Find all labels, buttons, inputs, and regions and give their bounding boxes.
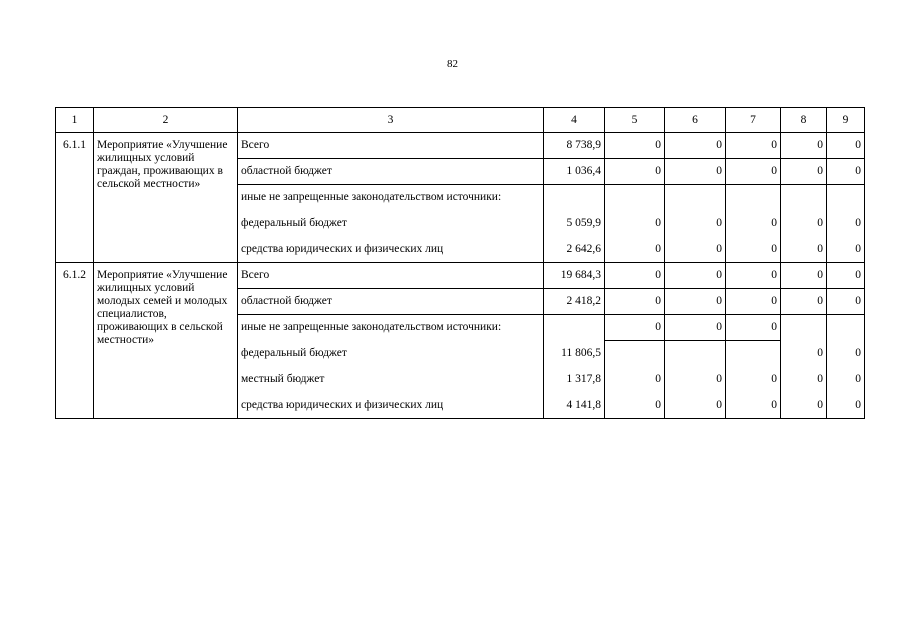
item-code: 6.1.1: [56, 133, 94, 263]
value-cell: 0: [605, 367, 665, 393]
source-cell: средства юридических и физических лиц: [238, 237, 544, 263]
value-cell: 0: [665, 211, 726, 237]
budget-table: [55, 107, 865, 419]
table-row: [56, 133, 865, 159]
value-cell: 0: [605, 263, 665, 289]
value-cell: [781, 315, 827, 341]
value-cell: 5 059,9: [544, 211, 605, 237]
value-cell: [544, 315, 605, 341]
value-cell: [726, 185, 781, 211]
value-cell: 0: [605, 289, 665, 315]
value-cell: 11 806,5: [544, 341, 605, 367]
value-cell: 0: [665, 237, 726, 263]
value-cell: 0: [827, 133, 865, 159]
header-cell: 1: [56, 108, 94, 133]
value-cell: [827, 315, 865, 341]
value-cell: 0: [827, 367, 865, 393]
table-header-row: [56, 108, 865, 133]
header-cell: 2: [94, 108, 238, 133]
value-cell: 0: [665, 315, 726, 341]
value-cell: 0: [726, 315, 781, 341]
value-cell: 0: [726, 133, 781, 159]
page-number: 82: [447, 58, 458, 70]
value-cell: [605, 185, 665, 211]
value-cell: 0: [665, 289, 726, 315]
value-cell: 0: [781, 211, 827, 237]
value-cell: 0: [726, 237, 781, 263]
value-cell: 4 141,8: [544, 393, 605, 419]
source-cell: областной бюджет: [238, 159, 544, 185]
source-cell: средства юридических и физических лиц: [238, 393, 544, 419]
header-cell: 6: [665, 108, 726, 133]
value-cell: 0: [827, 341, 865, 367]
source-cell: федеральный бюджет: [238, 211, 544, 237]
value-cell: [544, 185, 605, 211]
source-cell: иные не запрещенные законодательством источники:: [238, 185, 544, 211]
value-cell: [665, 341, 726, 367]
value-cell: 0: [781, 367, 827, 393]
source-cell: Всего: [238, 133, 544, 159]
value-cell: 0: [605, 315, 665, 341]
value-cell: 0: [726, 289, 781, 315]
header-cell: 3: [238, 108, 544, 133]
value-cell: 0: [665, 133, 726, 159]
header-cell: 7: [726, 108, 781, 133]
source-cell: областной бюджет: [238, 289, 544, 315]
value-cell: 2 642,6: [544, 237, 605, 263]
value-cell: 0: [781, 393, 827, 419]
source-cell: местный бюджет: [238, 367, 544, 393]
source-cell: Всего: [238, 263, 544, 289]
value-cell: 0: [726, 393, 781, 419]
value-cell: 0: [665, 159, 726, 185]
value-cell: 1 317,8: [544, 367, 605, 393]
value-cell: 0: [827, 393, 865, 419]
value-cell: 0: [726, 367, 781, 393]
value-cell: [665, 185, 726, 211]
value-cell: 8 738,9: [544, 133, 605, 159]
value-cell: [605, 341, 665, 367]
value-cell: 0: [605, 133, 665, 159]
value-cell: 0: [665, 367, 726, 393]
value-cell: 0: [827, 263, 865, 289]
value-cell: 0: [726, 159, 781, 185]
value-cell: 0: [781, 133, 827, 159]
value-cell: 0: [781, 341, 827, 367]
value-cell: 0: [827, 159, 865, 185]
value-cell: 2 418,2: [544, 289, 605, 315]
header-cell: 5: [605, 108, 665, 133]
value-cell: 0: [726, 211, 781, 237]
value-cell: [827, 185, 865, 211]
value-cell: 0: [781, 289, 827, 315]
value-cell: 0: [605, 211, 665, 237]
value-cell: 1 036,4: [544, 159, 605, 185]
header-cell: 8: [781, 108, 827, 133]
header-cell: 9: [827, 108, 865, 133]
value-cell: 0: [827, 211, 865, 237]
source-cell: федеральный бюджет: [238, 341, 544, 367]
item-code: 6.1.2: [56, 263, 94, 419]
value-cell: 0: [726, 263, 781, 289]
value-cell: 0: [665, 263, 726, 289]
item-name: Мероприятие «Улучшение жилищных условий граждан, проживающих в сельской местности»: [94, 133, 238, 263]
value-cell: 19 684,3: [544, 263, 605, 289]
value-cell: 0: [605, 393, 665, 419]
value-cell: 0: [781, 237, 827, 263]
value-cell: 0: [605, 159, 665, 185]
value-cell: 0: [605, 237, 665, 263]
value-cell: [781, 185, 827, 211]
value-cell: 0: [781, 159, 827, 185]
value-cell: 0: [781, 263, 827, 289]
value-cell: [726, 341, 781, 367]
value-cell: 0: [665, 393, 726, 419]
item-name: Мероприятие «Улучшение жилищных условий молодых семей и молодых специалистов, проживающих в сельской местности»: [94, 263, 238, 419]
source-cell: иные не запрещенные законодательством источники:: [238, 315, 544, 341]
value-cell: 0: [827, 289, 865, 315]
header-cell: 4: [544, 108, 605, 133]
value-cell: 0: [827, 237, 865, 263]
table-row: [56, 263, 865, 289]
